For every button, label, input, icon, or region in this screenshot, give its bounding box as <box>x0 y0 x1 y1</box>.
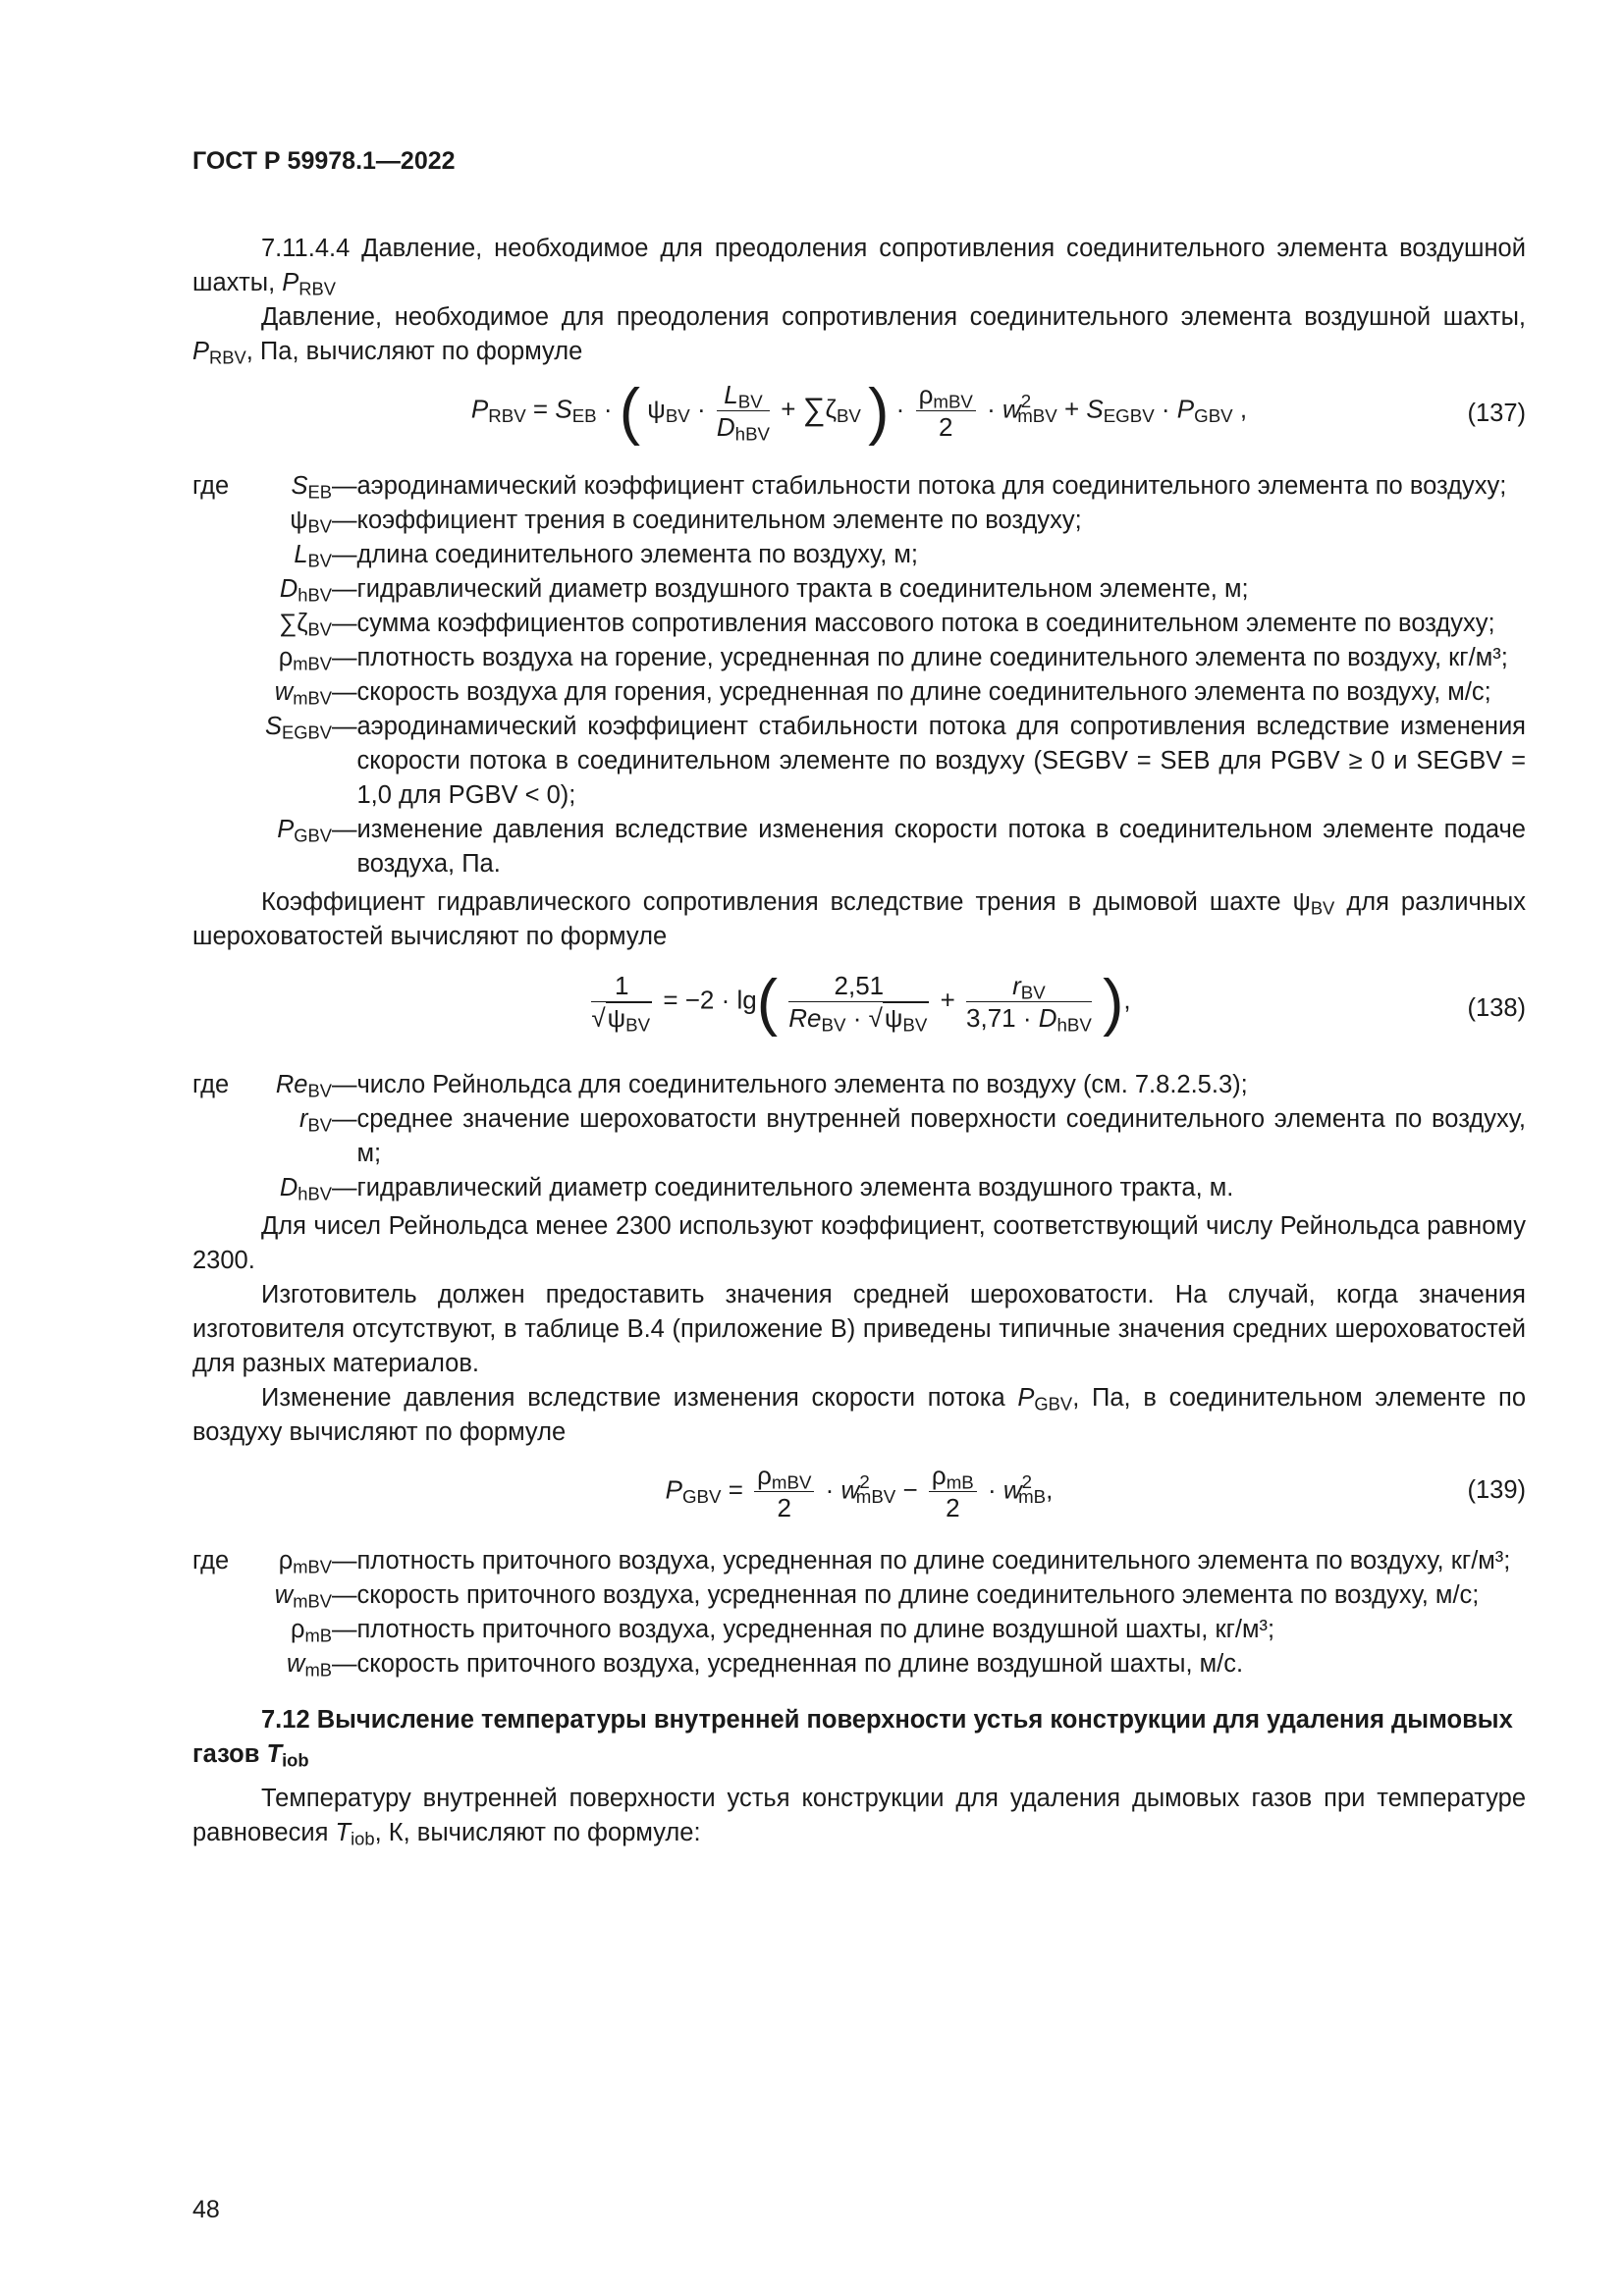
definition-dash: — <box>332 1581 357 1609</box>
definition-text: скорость воздуха для горения, усредненная по длине соединительного элемента по воздуху, м/с; <box>356 678 1491 706</box>
definition-symbol: $S_{EGBV}$ <box>264 713 332 743</box>
definition-row <box>192 1647 1526 1682</box>
definition-prefix <box>192 607 263 641</box>
definition-row <box>192 1171 1526 1205</box>
definition-symbol: $S_{EB}$ <box>291 472 332 503</box>
definition-prefix <box>192 710 263 813</box>
definition-row <box>192 1068 1526 1102</box>
definition-row <box>192 607 1526 641</box>
definition-row <box>192 710 1526 813</box>
definition-row <box>192 572 1526 607</box>
definition-text: плотность воздуха на горение, усредненная по длине соединительного элемента по воздуху, кг/м³; <box>356 644 1508 671</box>
definition-prefix <box>192 1613 263 1647</box>
definition-text: гидравлический диаметр воздушного тракта в соединительном элементе, м; <box>356 575 1249 603</box>
definition-prefix <box>192 675 263 710</box>
definition-symbol: $w_{mBV}$ <box>274 1581 332 1612</box>
definition-text: коэффициент трения в соединительном элементе по воздуху; <box>356 507 1082 534</box>
definition-symbol: $\sum\zeta_{BV}$ <box>279 610 332 640</box>
where-list-138 <box>192 1068 1526 1205</box>
definition-symbol: $D_{hBV}$ <box>279 1174 332 1204</box>
paragraph-pressure-change: Изменение давления вследствие изменения скорости потока $P_{GBV}$, Па, в соединительном элементе по воздуху вычисляют по формуле <box>192 1384 1527 1446</box>
definition-symbol: $D_{hBV}$ <box>279 575 332 606</box>
definition-dash: — <box>332 644 357 671</box>
definition-row <box>192 1102 1526 1171</box>
definition-dash: — <box>332 1105 357 1133</box>
definition-symbol: $w_{mB}$ <box>287 1650 332 1681</box>
definition-prefix <box>192 641 263 675</box>
definition-row <box>192 538 1526 572</box>
definition-text: сумма коэффициентов сопротивления массового потока в соединительном элементе по воздуху; <box>356 610 1495 637</box>
definition-symbol: $r_{BV}$ <box>299 1105 332 1136</box>
definition-prefix <box>192 1102 263 1171</box>
definition-text: скорость приточного воздуха, усредненная по длине соединительного элемента по воздуху, м/с; <box>356 1581 1480 1609</box>
page-content <box>192 232 1526 1850</box>
definition-prefix <box>192 813 263 881</box>
paragraph-reynolds: Для чисел Рейнольдса менее 2300 используют коэффициент, соответствующий числу Рейнольдса равному 2300. <box>192 1212 1526 1274</box>
definition-dash: — <box>332 507 357 534</box>
definition-row <box>192 504 1526 538</box>
definition-text: аэродинамический коэффициент стабильности потока для сопротивления вследствие изменения скорости потока в соединительном элементе по воздуху (SEGBV = SEB для PGBV ≥ 0 и SEGBV = 1,0 для PGBV < 0); <box>356 713 1526 809</box>
definition-prefix <box>192 1578 263 1613</box>
definition-dash: — <box>332 541 357 568</box>
definition-dash: — <box>332 472 357 500</box>
definition-symbol: $\rho_{mBV}$ <box>278 1547 332 1577</box>
formula-139: $P_{GBV}$ = $\frac{\rho_{mBV}}{2}$ · $w^2_{mBV}$ − $\frac{\rho_{mB}}{2}$ · $w^2_{mB}$, (139) <box>665 1461 1526 1522</box>
definition-prefix: где <box>192 472 230 500</box>
definition-prefix: где <box>192 1547 230 1575</box>
definition-symbol: $P_{GBV}$ <box>277 816 332 846</box>
definition-symbol: $Re_{BV}$ <box>275 1071 332 1101</box>
page-number: 48 <box>192 2196 220 2223</box>
definition-prefix <box>192 1647 263 1682</box>
definition-symbol: $L_{BV}$ <box>294 541 332 571</box>
paragraph-roughness: Изготовитель должен предоставить значения средней шероховатости. На случай, когда значения изготовителя отсутствуют, в таблице В.4 (приложение В) приведены типичные значения средних шероховатостей для разных материалов. <box>192 1281 1526 1377</box>
section-7-12-heading: 7.12 Вычисление температуры внутренней поверхности устья конструкции для удаления дымовых газов $T_{iob}$ <box>192 1706 1513 1771</box>
formula-138-number: (138) <box>1467 994 1526 1022</box>
definition-row <box>192 1578 1526 1613</box>
paragraph-temperature: Температуру внутренней поверхности устья конструкции для удаления дымовых газов при температуре равновесия $T_{iob}$, К, вычисляют по формуле: <box>192 1785 1526 1849</box>
paragraph-friction-coefficient: Коэффициент гидравлического сопротивления вследствие трения в дымовой шахте $\psi_{BV}$ для различных шероховатостей вычисляют по формуле <box>192 888 1526 950</box>
definition-dash: — <box>332 678 357 706</box>
definition-row <box>192 469 1526 504</box>
formula-137: $P_{RBV} = S_{EB}$ · ( $\psi_{BV}$ · $\frac{L_{BV}}{D_{hBV}}$ + $\sum\zeta_{BV}$ ) · $\frac{\rho_{mBV}}{2}$ · $w^2_{mBV} + S_{EGBV} \cdot P_{GBV}$ , (137) <box>470 375 1526 447</box>
definition-text: гидравлический диаметр соединительного элемента воздушного тракта, м. <box>356 1174 1234 1201</box>
definition-prefix <box>192 572 263 607</box>
definition-text: число Рейнольдса для соединительного элемента по воздуху (см. 7.8.2.5.3); <box>356 1071 1248 1098</box>
where-list-137 <box>192 469 1526 881</box>
definition-prefix <box>192 504 263 538</box>
definition-text: изменение давления вследствие изменения скорости потока в соединительном элементе подаче воздуха, Па. <box>356 816 1526 878</box>
formula-139-number: (139) <box>1467 1476 1526 1504</box>
where-list-139 <box>192 1544 1526 1682</box>
definition-symbol: $\psi_{BV}$ <box>290 507 332 537</box>
definition-dash: — <box>332 1616 357 1643</box>
definition-prefix <box>192 538 263 572</box>
definition-row <box>192 813 1526 881</box>
paragraph-intro: Давление, необходимое для преодоления сопротивления соединительного элемента воздушной шахты, $P_{RBV}$, Па, вычисляют по формуле <box>192 303 1526 368</box>
section-7-11-4-4-title: 7.11.4.4 Давление, необходимое для преодоления сопротивления соединительного элемента воздушной шахты, $P_{RBV}$ <box>192 235 1526 299</box>
definition-dash: — <box>332 816 357 843</box>
document-header: ГОСТ Р 59978.1—2022 <box>192 147 456 175</box>
definition-row <box>192 1613 1526 1647</box>
definition-symbol: $\rho_{mBV}$ <box>278 644 332 674</box>
definition-symbol: $w_{mBV}$ <box>274 678 332 709</box>
formula-138: $\frac{1}{√\psi_{BV}}$ = −2 · lg( $\frac{2,51}{Re_{BV} \cdot √\psi_{BV}}$ + $\frac{r_{BV}}{3,71 \cdot D_{hBV}}$ ), (138) <box>591 966 1526 1038</box>
definition-prefix <box>192 1171 263 1205</box>
definition-text: скорость приточного воздуха, усредненная по длине воздушной шахты, м/с. <box>356 1650 1244 1678</box>
definition-text: среднее значение шероховатости внутренней поверхности соединительного элемента по воздуху, м; <box>356 1105 1526 1167</box>
definition-dash: — <box>332 575 357 603</box>
definition-dash: — <box>332 713 357 740</box>
definition-dash: — <box>332 1650 357 1678</box>
formula-137-number: (137) <box>1467 400 1526 427</box>
definition-dash: — <box>332 1071 357 1098</box>
definition-dash: — <box>332 1547 357 1575</box>
definition-symbol: $\rho_{mB}$ <box>290 1616 332 1646</box>
definition-text: длина соединительного элемента по воздуху, м; <box>356 541 918 568</box>
definition-prefix: где <box>192 1071 230 1098</box>
definition-row <box>192 1544 1526 1578</box>
definition-dash: — <box>332 1174 357 1201</box>
definition-dash: — <box>332 610 357 637</box>
definition-row <box>192 641 1526 675</box>
definition-row <box>192 675 1526 710</box>
definition-text: аэродинамический коэффициент стабильности потока для соединительного элемента по воздуху; <box>356 472 1507 500</box>
definition-text: плотность приточного воздуха, усредненная по длине воздушной шахты, кг/м³; <box>356 1616 1275 1643</box>
definition-text: плотность приточного воздуха, усредненная по длине соединительного элемента по воздуху, кг/м³; <box>356 1547 1511 1575</box>
